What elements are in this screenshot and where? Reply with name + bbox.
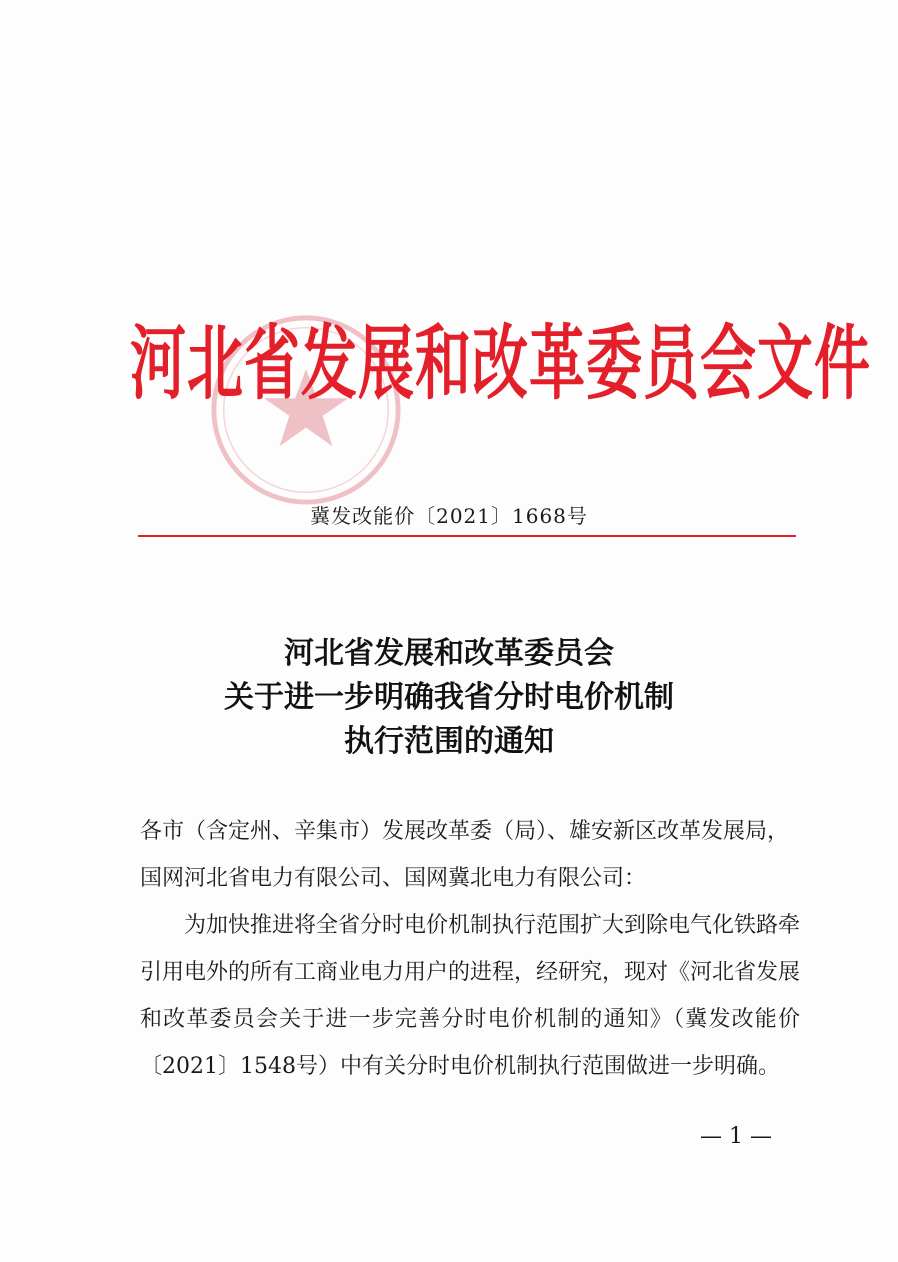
- page-number: — 1 —: [700, 1124, 772, 1149]
- body-paragraph: 为加快推进将全省分时电价机制执行范围扩大到除电气化铁路牵引用电外的所有工商业电力用户的进程，经研究，现对《河北省发展和改革委员会关于进一步完善分时电价机制的通知》（冀发改能价〔2021〕1548号）中有关分时电价机制执行范围做进一步明确。: [140, 913, 801, 1079]
- notice-title-line: 关于进一步明确我省分时电价机制: [224, 680, 674, 715]
- document-number: 冀发改能价〔2021〕1668号: [310, 504, 588, 528]
- notice-title-line: 执行范围的通知: [344, 724, 554, 759]
- red-divider-line: [138, 535, 796, 537]
- notice-title: [0, 632, 898, 764]
- addressee-line: 各市（含定州、辛集市）发展改革委（局）、雄安新区改革发展局，: [140, 819, 790, 844]
- notice-title-line: 河北省发展和改革委员会: [284, 636, 614, 671]
- masthead-title: 河北省发展和改革委员会文件: [130, 317, 871, 412]
- addressee-line: 国网河北省电力有限公司、国网冀北电力有限公司：: [140, 866, 647, 891]
- notice-body: [140, 808, 800, 1090]
